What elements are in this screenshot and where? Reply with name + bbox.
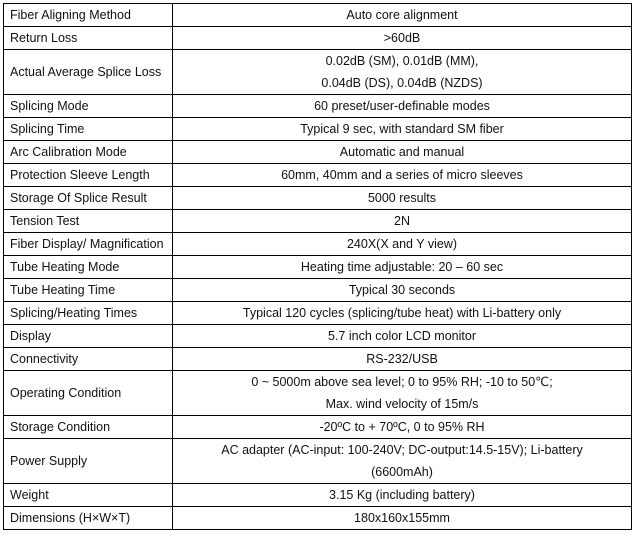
- spec-value-line: Typical 120 cycles (splicing/tube heat) with Li-battery only: [242, 306, 562, 320]
- spec-label: Fiber Aligning Method: [4, 4, 173, 27]
- table-row: [4, 439, 632, 484]
- spec-value: [173, 95, 632, 118]
- table-row: [4, 348, 632, 371]
- spec-value-line: Max. wind velocity of 15m/s: [325, 397, 479, 411]
- spec-value-line: AC adapter (AC-input: 100-240V; DC-output:14.5-15V); Li-battery: [221, 443, 583, 457]
- spec-value: [173, 348, 632, 371]
- spec-value: [173, 416, 632, 439]
- spec-value-line: 3.15 Kg (including battery): [329, 488, 475, 502]
- table-row: [4, 50, 632, 95]
- spec-value-line: >60dB: [383, 31, 421, 45]
- spec-value: [173, 4, 632, 27]
- table-row: [4, 325, 632, 348]
- spec-value: [173, 325, 632, 348]
- spec-value-line: Typical 30 seconds: [348, 283, 456, 297]
- spec-value-line: 180x160x155mm: [354, 511, 450, 525]
- table-row: [4, 141, 632, 164]
- table-row: [4, 187, 632, 210]
- spec-value-line: Typical 9 sec, with standard SM fiber: [300, 122, 504, 136]
- table-row: [4, 27, 632, 50]
- spec-value: [173, 256, 632, 279]
- spec-value: [173, 371, 632, 416]
- spec-label: Connectivity: [4, 348, 173, 371]
- spec-value: [173, 439, 632, 484]
- spec-value: [173, 164, 632, 187]
- spec-label: Tension Test: [4, 210, 173, 233]
- spec-value-line: Heating time adjustable: 20 – 60 sec: [300, 260, 504, 274]
- spec-label: Power Supply: [4, 439, 173, 484]
- spec-label: Weight: [4, 484, 173, 507]
- spec-value-line: 0.04dB (DS), 0.04dB (NZDS): [321, 76, 483, 90]
- spec-label: Display: [4, 325, 173, 348]
- spec-value: [173, 50, 632, 95]
- spec-table: [3, 3, 632, 530]
- spec-value: [173, 302, 632, 325]
- spec-label: Return Loss: [4, 27, 173, 50]
- table-row: [4, 484, 632, 507]
- spec-value-line: 5.7 inch color LCD monitor: [328, 329, 476, 343]
- spec-table-body: [4, 4, 632, 530]
- table-row: [4, 210, 632, 233]
- table-row: [4, 279, 632, 302]
- spec-value: [173, 279, 632, 302]
- table-row: [4, 256, 632, 279]
- spec-value: [173, 507, 632, 530]
- spec-value-line: Automatic and manual: [339, 145, 465, 159]
- spec-label: Fiber Display/ Magnification: [4, 233, 173, 256]
- spec-value: [173, 187, 632, 210]
- spec-label: Splicing/Heating Times: [4, 302, 173, 325]
- spec-label: Splicing Time: [4, 118, 173, 141]
- table-row: [4, 371, 632, 416]
- table-row: [4, 118, 632, 141]
- spec-value-line: 0.02dB (SM), 0.01dB (MM),: [325, 54, 479, 68]
- spec-value-line: 2N: [394, 214, 410, 228]
- table-row: [4, 95, 632, 118]
- spec-value-line: 5000 results: [367, 191, 437, 205]
- spec-value: [173, 210, 632, 233]
- spec-label: Protection Sleeve Length: [4, 164, 173, 187]
- spec-value-line: 60 preset/user-definable modes: [314, 99, 490, 113]
- table-row: [4, 4, 632, 27]
- spec-label: Actual Average Splice Loss: [4, 50, 173, 95]
- spec-value-line: 0 ~ 5000m above sea level; 0 to 95% RH; -10 to 50℃;: [251, 375, 553, 389]
- spec-label: Operating Condition: [4, 371, 173, 416]
- spec-value-line: 240X(X and Y view): [346, 237, 458, 251]
- spec-value: [173, 484, 632, 507]
- table-row: [4, 507, 632, 530]
- spec-label: Splicing Mode: [4, 95, 173, 118]
- spec-value-line: RS-232/USB: [366, 352, 438, 366]
- spec-label: Dimensions (H×W×T): [4, 507, 173, 530]
- spec-label: Arc Calibration Mode: [4, 141, 173, 164]
- spec-value-line: Auto core alignment: [346, 8, 458, 22]
- spec-label: Storage Condition: [4, 416, 173, 439]
- spec-value: [173, 233, 632, 256]
- table-row: [4, 416, 632, 439]
- spec-value: [173, 27, 632, 50]
- spec-label: Storage Of Splice Result: [4, 187, 173, 210]
- spec-label: Tube Heating Time: [4, 279, 173, 302]
- spec-value-line: -20ºC to + 70ºC, 0 to 95% RH: [319, 420, 485, 434]
- spec-value-line: (6600mAh): [371, 465, 433, 479]
- spec-value-line: 60mm, 40mm and a series of micro sleeves: [281, 168, 523, 182]
- spec-value: [173, 118, 632, 141]
- table-row: [4, 233, 632, 256]
- spec-value: [173, 141, 632, 164]
- table-row: [4, 302, 632, 325]
- spec-label: Tube Heating Mode: [4, 256, 173, 279]
- table-row: [4, 164, 632, 187]
